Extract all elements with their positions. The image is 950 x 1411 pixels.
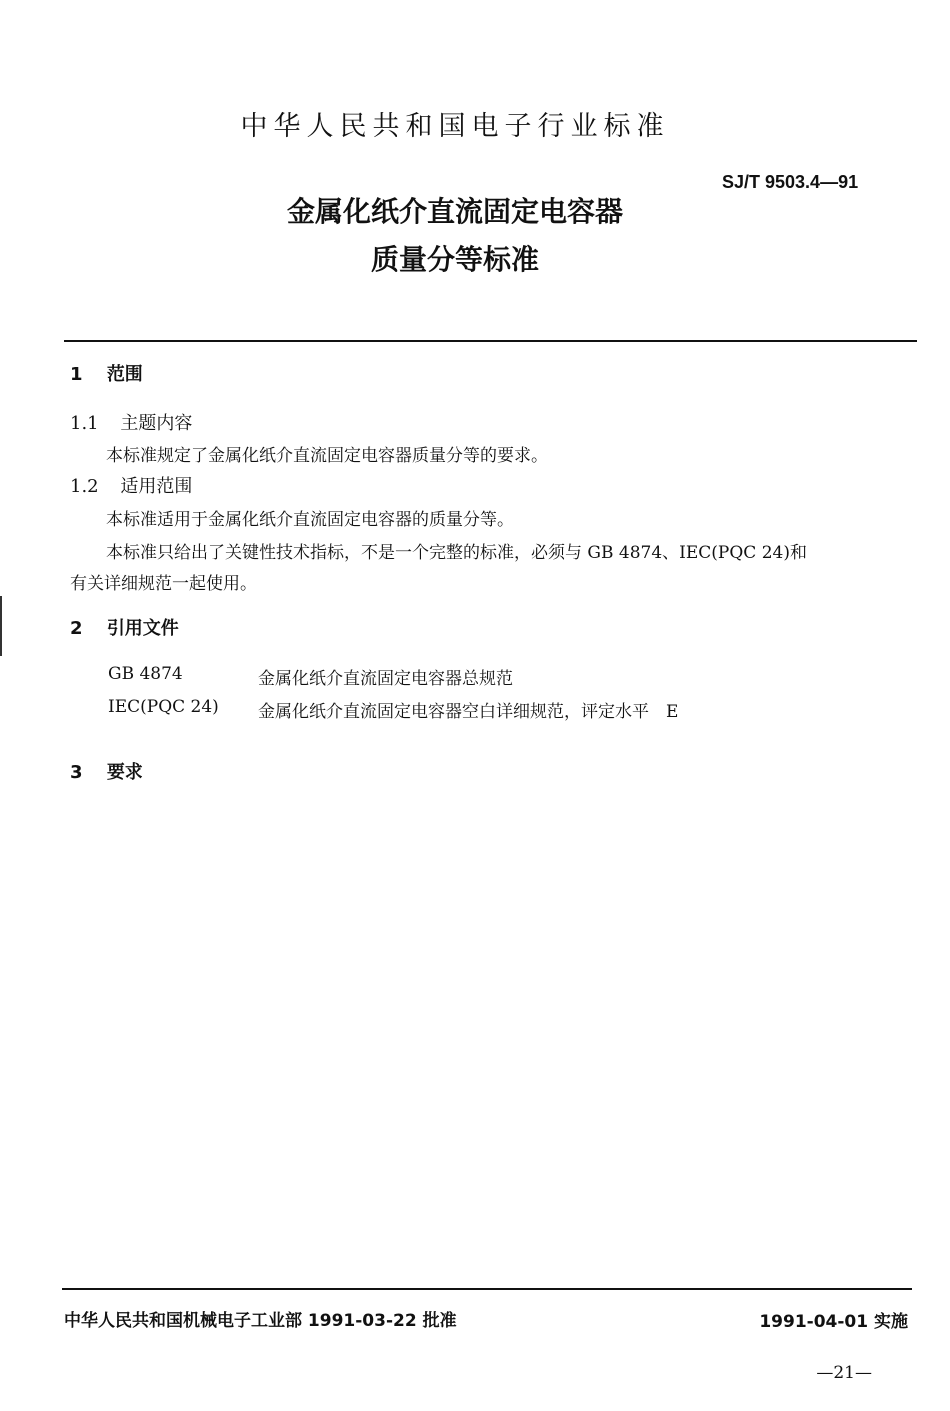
section-1-1-text: 本标准规定了金属化纸介直流固定电容器质量分等的要求。 (106, 446, 548, 466)
scan-edge-mark (0, 596, 2, 656)
section-1-2-number: 1.2 (70, 476, 99, 497)
section-1-heading (70, 360, 143, 386)
section-3-heading (70, 758, 143, 784)
document-title-line-1: 金属化纸介直流固定电容器 (286, 195, 623, 228)
section-1-1-heading (70, 409, 192, 435)
reference-code: IEC(PQC 24) (108, 697, 219, 717)
reference-title: 金属化纸介直流固定电容器空白详细规范，评定水平 E (258, 702, 679, 722)
implementation-date: 1991-04-01 实施 (759, 1312, 908, 1332)
standard-code: SJ/T 9503.4—91 (722, 172, 859, 192)
section-1-2-heading (70, 472, 192, 498)
section-2-title: 引用文件 (106, 618, 179, 639)
section-2-heading (70, 614, 179, 640)
header-divider (64, 340, 917, 342)
section-1-2-title: 适用范围 (120, 476, 193, 497)
reference-code: GB 4874 (108, 664, 183, 684)
section-1-title: 范围 (106, 364, 143, 385)
footer-divider (62, 1288, 912, 1290)
section-1-2-text-1: 本标准适用于金属化纸介直流固定电容器的质量分等。 (106, 510, 514, 530)
section-1-2-text-2-line-2: 有关详细规范一起使用。 (70, 574, 257, 594)
section-1-number: 1 (70, 364, 83, 385)
section-3-number: 3 (70, 762, 83, 783)
page-number: —21— (816, 1363, 872, 1383)
section-1-2-text-2-line-1: 本标准只给出了关键性技术指标，不是一个完整的标准，必须与 GB 4874、IEC(PQC 24)和 (106, 543, 807, 563)
section-2-number: 2 (70, 618, 83, 639)
document-title-line-2: 质量分等标准 (370, 243, 539, 276)
section-3-title: 要求 (106, 762, 143, 783)
reference-title: 金属化纸介直流固定电容器总规范 (258, 669, 513, 689)
section-1-1-number: 1.1 (70, 413, 99, 434)
approval-statement: 中华人民共和国机械电子工业部 1991-03-22 批准 (64, 1311, 457, 1331)
issuing-standard-category: 中华人民共和国电子行业标准 (240, 111, 670, 142)
section-1-1-title: 主题内容 (120, 413, 193, 434)
